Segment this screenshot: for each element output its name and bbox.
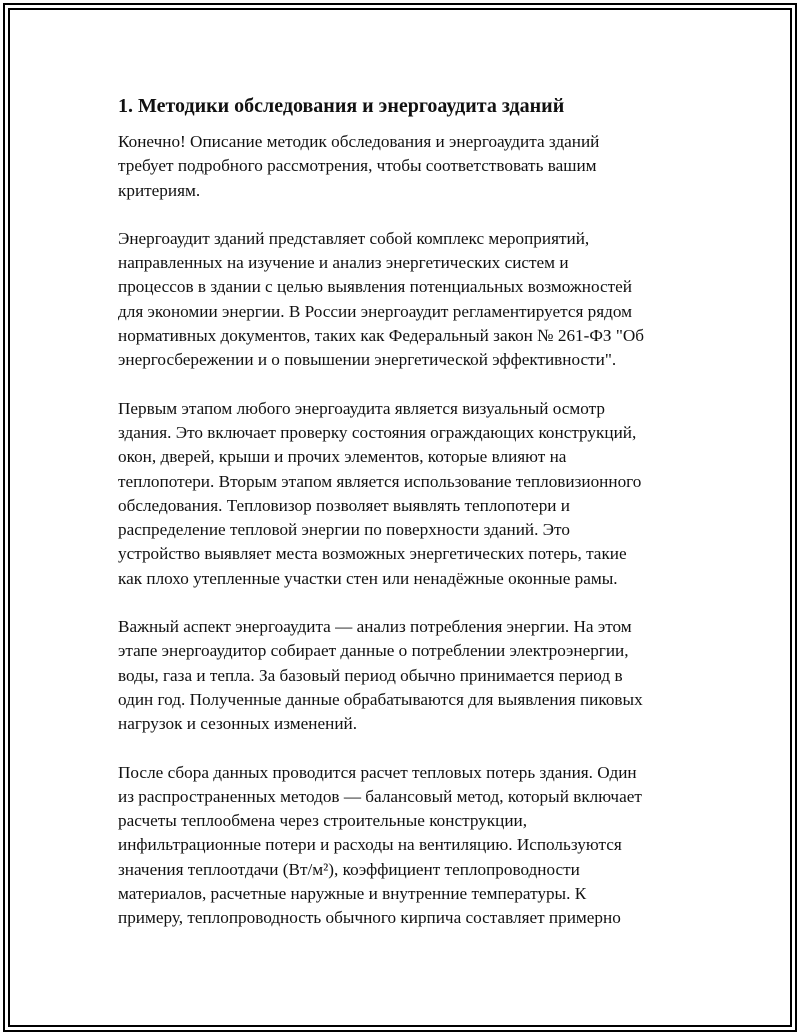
text-line: распределение тепловой энергии по поверхности зданий. Это bbox=[118, 520, 570, 540]
paragraph-definition bbox=[118, 227, 690, 373]
text-line: воды, газа и тепла. За базовый период обычно принимается период в bbox=[118, 665, 623, 685]
text-line: примеру, теплопроводность обычного кирпича составляет примерно bbox=[118, 908, 621, 928]
paragraph-intro bbox=[118, 130, 690, 203]
text-line: Энергоаудит зданий представляет собой комплекс мероприятий, bbox=[118, 228, 590, 248]
text-line: энергосбережении и о повышении энергетической эффективности". bbox=[118, 350, 617, 370]
section-heading: 1. Методики обследования и энергоаудита зданий bbox=[118, 95, 565, 117]
paragraph-visual-inspection bbox=[118, 397, 690, 591]
text-line: нагрузок и сезонных изменений. bbox=[118, 714, 358, 734]
text-line: значения теплоотдачи (Вт/м²), коэффициент теплопроводности bbox=[118, 859, 580, 879]
text-line: Конечно! Описание методик обследования и энергоаудита зданий bbox=[118, 132, 600, 151]
text-line: этапе энергоаудитор собирает данные о потреблении электроэнергии, bbox=[118, 641, 629, 661]
text-line: здания. Это включает проверку состояния ограждающих конструкций, bbox=[118, 422, 637, 442]
document-body bbox=[118, 92, 690, 955]
text-line: теплопотери. Вторым этапом является использование тепловизионного bbox=[118, 471, 642, 491]
text-line: критериям. bbox=[118, 180, 201, 200]
text-line: направленных на изучение и анализ энергетических систем и bbox=[118, 253, 569, 273]
text-line: нормативных документов, таких как Федеральный закон № 261-ФЗ "Об bbox=[118, 326, 645, 346]
paragraph-heat-loss bbox=[118, 761, 690, 931]
text-line: процессов в здании с целью выявления потенциальных возможностей bbox=[118, 277, 632, 297]
text-line: требует подробного рассмотрения, чтобы соответствовать вашим bbox=[118, 156, 597, 176]
text-line: как плохо утепленные участки стен или ненадёжные оконные рамы. bbox=[118, 568, 618, 588]
text-line: окон, дверей, крыши и прочих элементов, которые влияют на bbox=[118, 447, 567, 467]
text-line: расчеты теплообмена через строительные конструкции, bbox=[118, 811, 528, 831]
paragraph-consumption-analysis bbox=[118, 615, 690, 736]
text-line: инфильтрационные потери и расходы на вентиляцию. Используются bbox=[118, 835, 622, 855]
text-line: для экономии энергии. В России энергоаудит регламентируется рядом bbox=[118, 301, 633, 321]
text-line: После сбора данных проводится расчет тепловых потерь здания. Один bbox=[118, 762, 637, 782]
text-line: из распространенных методов — балансовый метод, который включает bbox=[118, 786, 642, 806]
text-line: устройство выявляет места возможных энергетических потерь, такие bbox=[118, 544, 627, 564]
text-line: Важный аспект энергоаудита — анализ потребления энергии. На этом bbox=[118, 617, 632, 637]
text-line: обследования. Тепловизор позволяет выявлять теплопотери и bbox=[118, 495, 570, 515]
text-line: материалов, расчетные наружные и внутренние температуры. К bbox=[118, 884, 587, 904]
text-line: один год. Полученные данные обрабатываются для выявления пиковых bbox=[118, 689, 643, 709]
text-line: Первым этапом любого энергоаудита является визуальный осмотр bbox=[118, 398, 605, 418]
